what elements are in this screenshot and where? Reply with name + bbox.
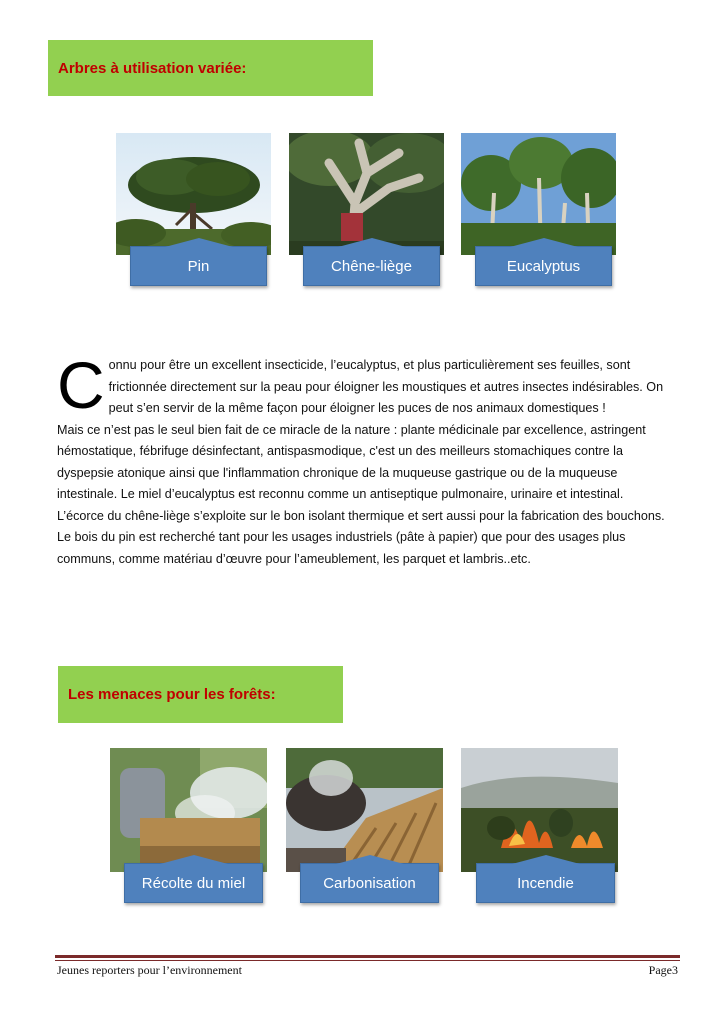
paragraph-1-text: onnu pour être un excellent insecticide, l’eucalyptus, et plus particulièrement ses feuilles, sont frictionnée directement sur la peau pour éloigner les moustiques et autres insectes indésirables. On peut s’en servir de la même façon pour éloigner les puces de nos animaux domestiques ! [108, 358, 664, 415]
caption-carbonisation [300, 863, 439, 903]
paragraph-3: L’écorce du chêne-liège s’exploite sur le bon isolant thermique et sert aussi pour la fabrication des bouchons. [57, 508, 665, 523]
caption-pine [130, 246, 267, 286]
paragraph-1 [57, 348, 677, 422]
eucalyptus-photo [461, 133, 616, 255]
paragraph-2: Mais ce n’est pas le seul bien fait de ce miracle de la nature : plante médicinale par excellence, astringent hémostatique, fébrifuge désinfectant, antispasmodique, c'est un des meilleurs stomachiques contre la dyspepsie atonique ainsi que l'inflammation chronique de la muqueuse gastrique ou de la muqueuse intestinale. Le miel d’eucalyptus est reconnu comme un antiseptique pulmonaire, urinaire et intestinal. [57, 422, 646, 501]
forest-fire-photo [461, 748, 618, 872]
honey-harvest-smoker-photo [110, 748, 267, 872]
footer-publication-name: Jeunes reporters pour l’environnement [57, 963, 242, 977]
charcoal-kiln-photo [286, 748, 443, 872]
caption-carbonisation-label: Carbonisation [323, 874, 416, 892]
caption-pine-label: Pin [187, 257, 210, 275]
caption-eucalyptus-label: Eucalyptus [506, 257, 581, 275]
section-title-trees: Arbres à utilisation variée: [58, 59, 247, 77]
section-title-threats: Les menaces pour les forêts: [68, 686, 276, 703]
caption-cork-oak-label: Chêne-liège [331, 257, 412, 275]
caption-honey-harvest [124, 863, 263, 903]
paragraph-4: Le bois du pin est recherché tant pour les usages industriels (pâte à papier) que pour des usages plus communs, comme matériau d’œuvre pour l’ameublement, les parquet et lambris..etc. [57, 530, 626, 566]
footer-page-number: Page3 [648, 963, 678, 977]
article-body [57, 348, 677, 570]
footer-rule-thick [55, 955, 680, 958]
drop-cap: C [57, 348, 105, 422]
caption-honey-harvest-label: Récolte du miel [141, 874, 246, 892]
cork-oak-photo [289, 133, 444, 255]
caption-fire [476, 863, 615, 903]
footer-rule-thin [55, 960, 680, 961]
section-header-trees [48, 40, 373, 96]
caption-cork-oak [303, 246, 440, 286]
section-header-threats [58, 666, 343, 723]
caption-fire-label: Incendie [517, 874, 574, 892]
pine-tree-photo [116, 133, 271, 255]
caption-eucalyptus [475, 246, 612, 286]
